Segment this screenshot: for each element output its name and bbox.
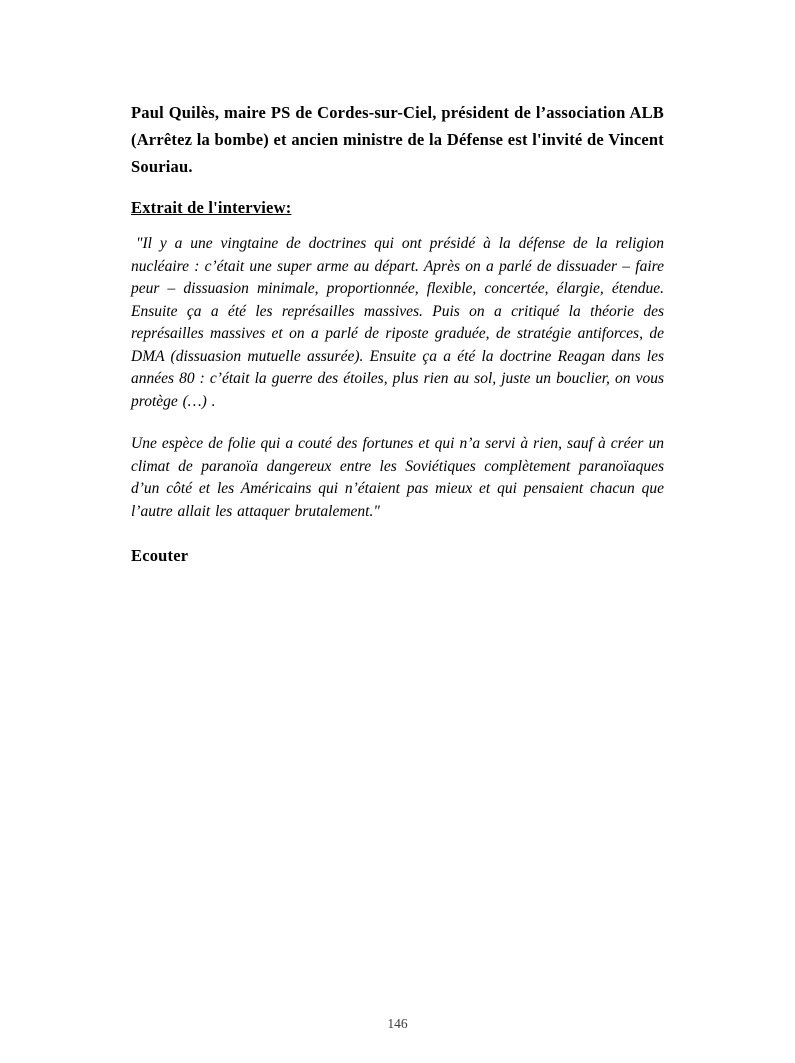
page-number: 146 xyxy=(387,1016,408,1031)
ecouter-link[interactable]: Ecouter xyxy=(131,546,189,565)
interview-section-heading: Extrait de l'interview: xyxy=(131,198,292,217)
intro-paragraph: Paul Quilès, maire PS de Cordes-sur-Ciel, président de l’association ALB (Arrêtez la bombe) et ancien ministre de la Défense est l'invité de Vincent Souriau. xyxy=(131,103,664,176)
document-content xyxy=(131,99,664,566)
quote-paragraph-2: Une espèce de folie qui a couté des fortunes et qui n’a servi à rien, sauf à créer un climat de paranoïa dangereux entre les Soviétiques complètement paranoïaques d’un côté et les Américains qui n’étaient pas mieux et qui pensaient chacun que l’autre allait les attaquer brutalement." xyxy=(131,435,664,520)
quote-paragraph-1: "Il y a une vingtaine de doctrines qui ont présidé à la défense de la religion nucléaire : c’était une super arme au départ. Après on a parlé de dissuader – faire peur – dissuasion minimale, proportionnée, flexible, concertée, élargie, étendue. Ensuite ça a été les représailles massives. Puis on a critiqué la théorie des représailles massives et on a parlé de riposte graduée, de stratégie antiforces, de DMA (dissuasion mutuelle assurée). Ensuite ça a été la doctrine Reagan dans les années 80 : c’était la guerre des étoiles, plus rien au sol, juste un bouclier, on vous protège (…) . xyxy=(131,235,664,410)
